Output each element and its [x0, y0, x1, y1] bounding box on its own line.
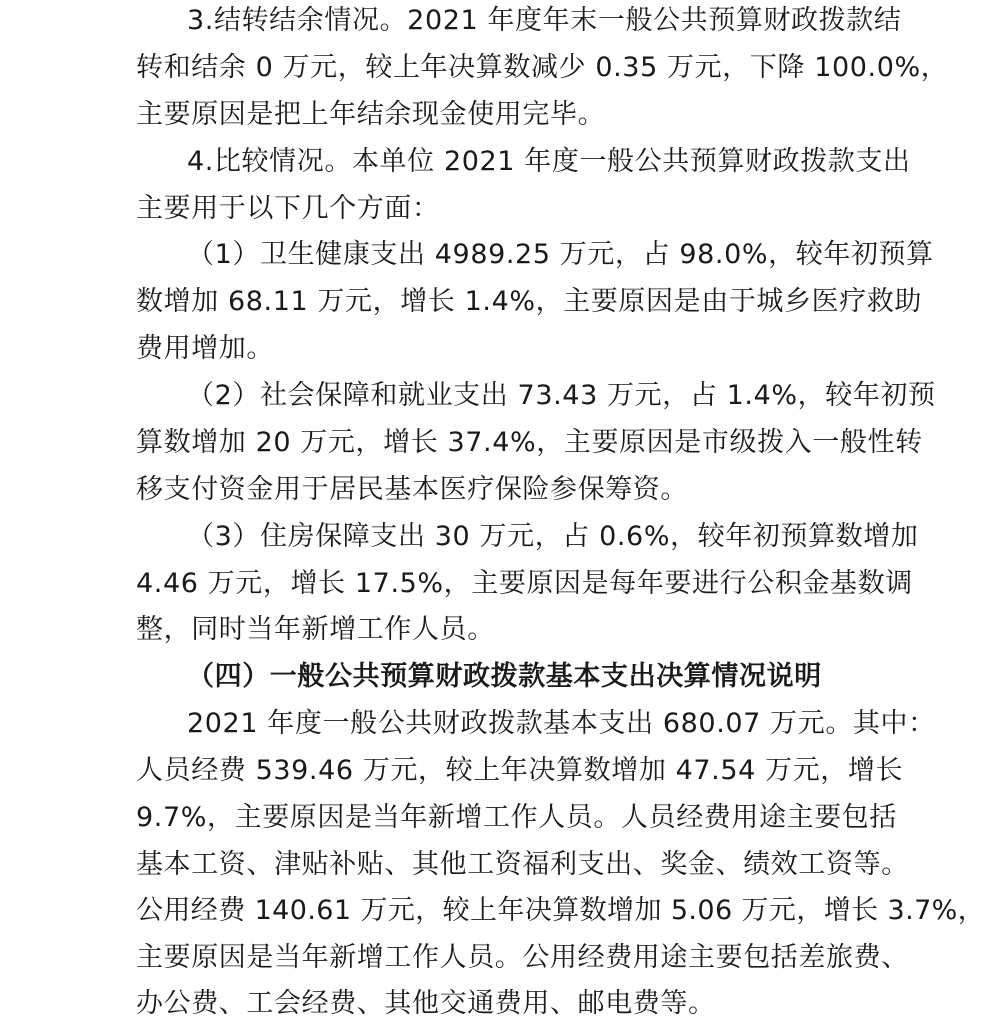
text-line: （3）住房保障支出 30 万元，占 0.6%，较年初预算数增加 [187, 521, 919, 552]
section-title: （四）一般公共预算财政拨款基本支出决算情况说明 [187, 661, 822, 692]
text-line: 基本工资、津贴补贴、其他工资福利支出、奖金、绩效工资等。 [136, 849, 909, 880]
text-line: 算数增加 20 万元，增长 37.4%，主要原因是市级拨入一般性转 [136, 427, 923, 458]
text-line: 办公费、工会经费、其他交通费用、邮电费等。 [136, 988, 716, 1019]
text-line: （1）卫生健康支出 4989.25 万元，占 98.0%，较年初预算 [187, 239, 934, 270]
text-line: 人员经费 539.46 万元，较上年决算数增加 47.54 万元，增长 [136, 755, 904, 786]
text-line: 9.7%，主要原因是当年新增工作人员。人员经费用途主要包括 [136, 802, 897, 833]
text-line: 整，同时当年新增工作人员。 [136, 614, 495, 645]
text-line: 转和结余 0 万元，较上年决算数减少 0.35 万元，下降 100.0%， [136, 52, 949, 83]
text-line: 移支付资金用于居民基本医疗保险参保筹资。 [136, 474, 688, 505]
text-line: 主要用于以下几个方面： [136, 193, 440, 224]
text-line: （2）社会保障和就业支出 73.43 万元，占 1.4%，较年初预 [187, 380, 936, 411]
text-line: 主要原因是把上年结余现金使用完毕。 [136, 99, 606, 130]
text-line: 数增加 68.11 万元，增长 1.4%，主要原因是由于城乡医疗救助 [136, 286, 923, 317]
text-line: 费用增加。 [136, 333, 274, 364]
text-line: 主要原因是当年新增工作人员。公用经费用途主要包括差旅费、 [136, 942, 909, 973]
text-line: 4.比较情况。本单位 2021 年度一般公共预算财政拨款支出 [187, 146, 911, 177]
text-line: 3.结转结余情况。2021 年度年末一般公共预算财政拨款结 [187, 5, 902, 36]
text-line: 4.46 万元，增长 17.5%，主要原因是每年要进行公积金基数调 [136, 568, 913, 599]
text-line: 2021 年度一般公共财政拨款基本支出 680.07 万元。其中： [187, 708, 936, 739]
text-line: 公用经费 140.61 万元，较上年决算数增加 5.06 万元，增长 3.7%， [136, 895, 986, 926]
